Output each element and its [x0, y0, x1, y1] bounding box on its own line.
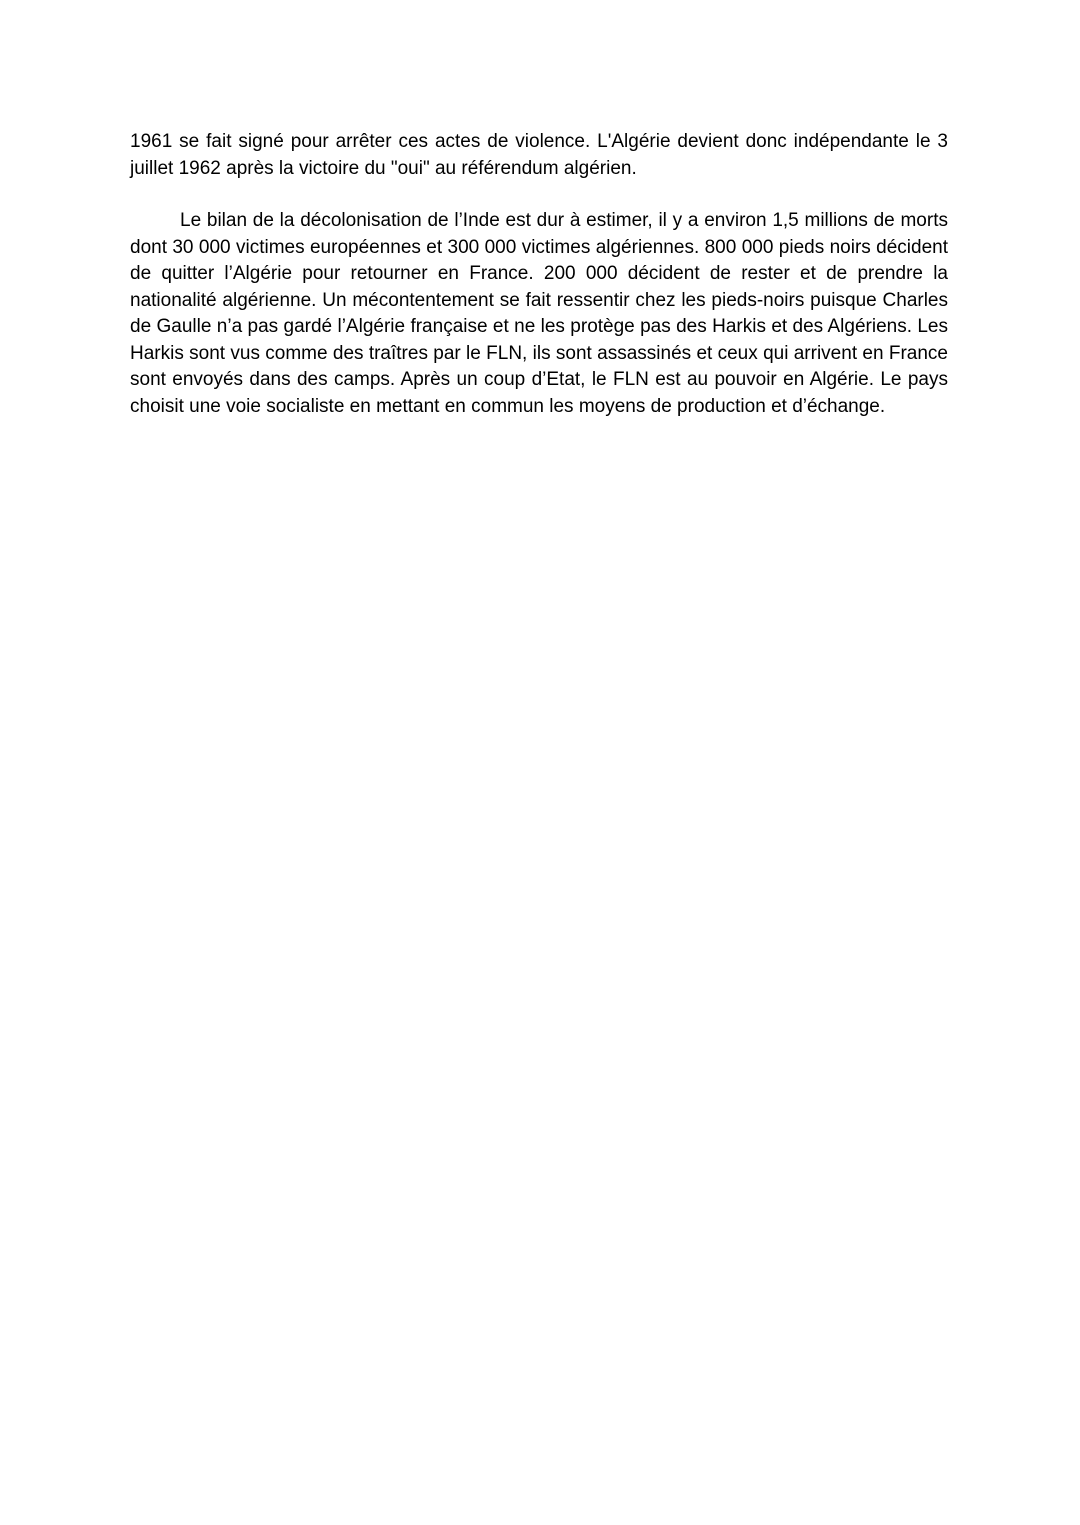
paragraph-independence: 1961 se fait signé pour arrêter ces actes de violence. L'Algérie devient donc indépendante le 3 juillet 1962 après la victoire du "oui" au référendum algérien.	[130, 131, 948, 179]
paragraph-decolonization-assessment: Le bilan de la décolonisation de l’Inde est dur à estimer, il y a environ 1,5 millions de morts dont 30 000 victimes européennes et 300 000 victimes algériennes. 800 000 pieds noirs décident de quitter l’Algérie pour retourner en France. 200 000 décident de rester et de prendre la nationalité algérienne. Un mécontentement se fait ressentir chez les pieds-noirs puisque Charles de Gaulle n’a pas gardé l’Algérie française et ne les protège pas des Harkis et des Algériens. Les Harkis sont vus comme des traîtres par le FLN, ils sont assassinés et ceux qui arrivent en France sont envoyés dans des camps. Après un coup d’Etat, le FLN est au pouvoir en Algérie. Le pays choisit une voie socialiste en mettant en commun les moyens de production et d’échange.	[130, 210, 948, 417]
